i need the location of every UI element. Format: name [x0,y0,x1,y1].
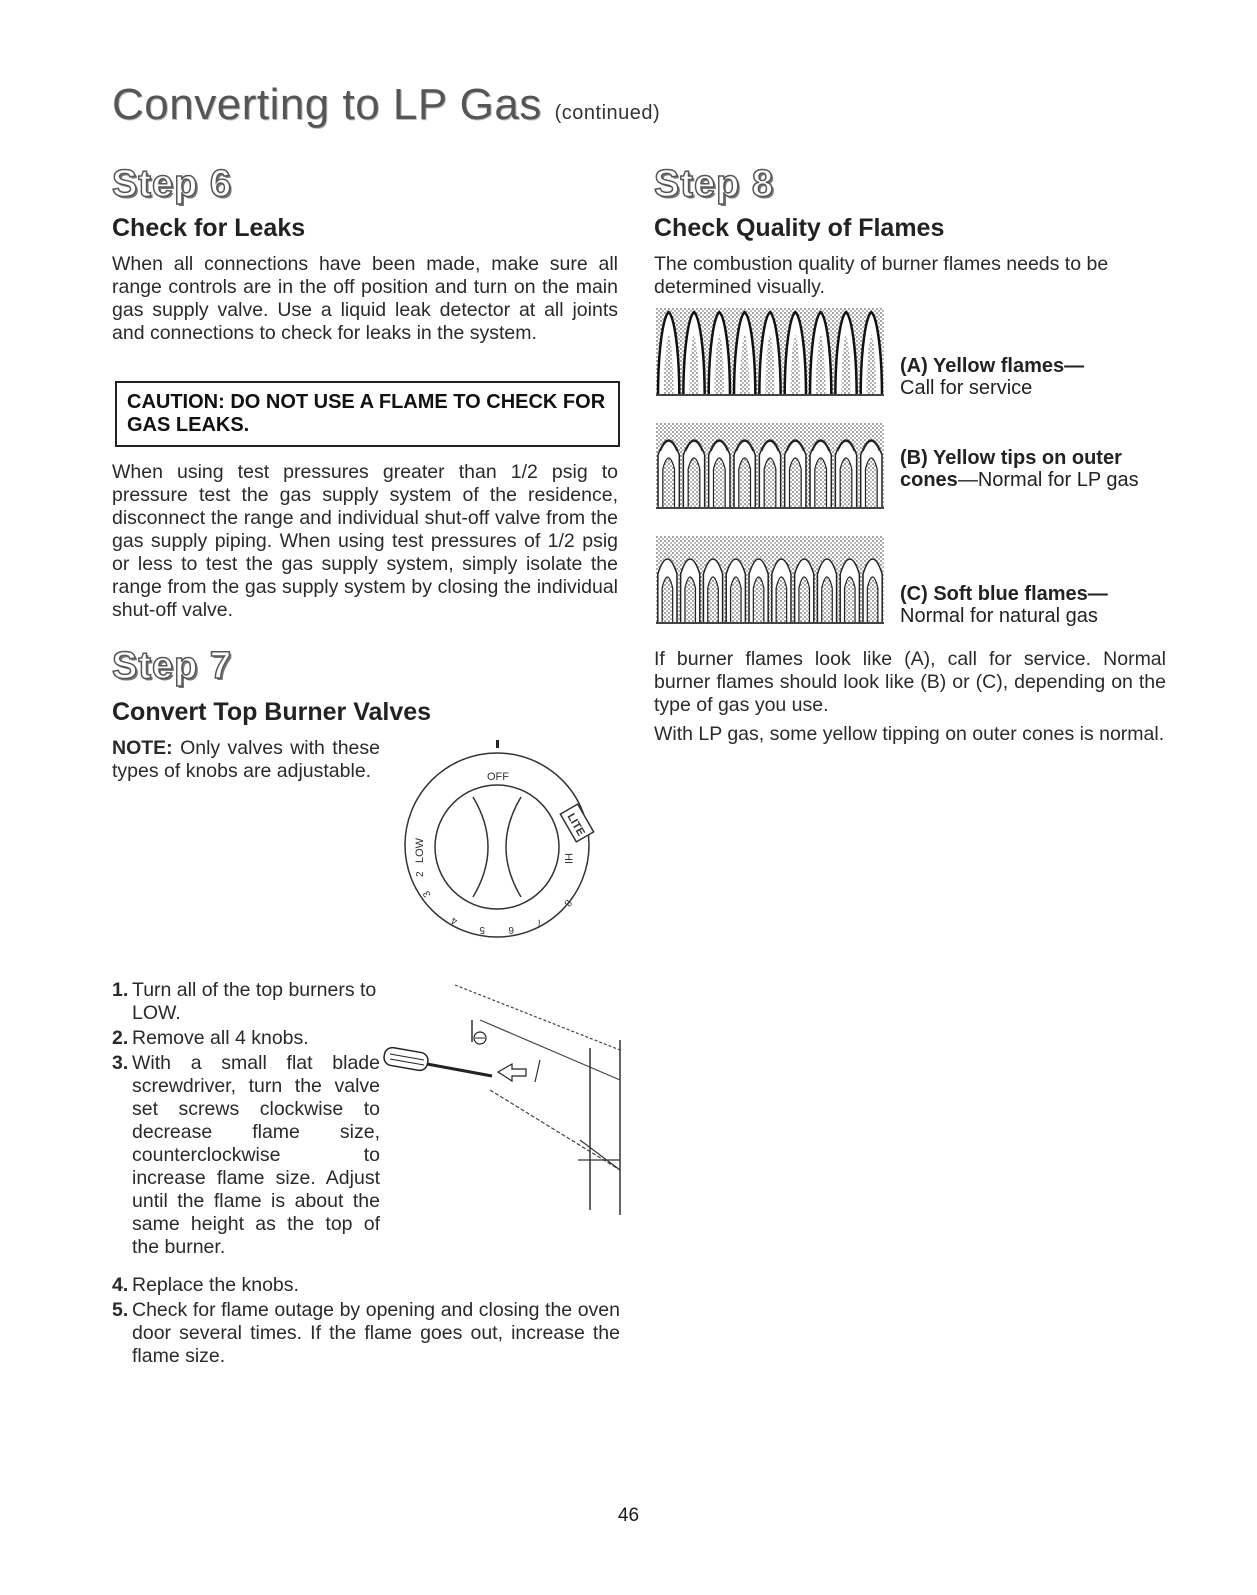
step8-para1: If burner flames look like (A), call for service. Normal burner flames should look like (B) or (C), depending on the type of gas you use. [654,648,1166,716]
step8-label: Step 8 [654,163,775,205]
step7-label: Step 7 [112,645,233,687]
knob-indicator-mark [496,740,499,748]
flame-a-title: (A) Yellow flames— [900,355,1085,377]
page-title [112,80,660,130]
flame-a-label [900,355,1160,399]
step-text: Turn all of the top burners to LOW. [132,979,377,1024]
step8-heading: Check Quality of Flames [654,214,945,242]
list-item [112,1027,380,1050]
yellow-flames-icon [656,308,884,396]
flame-b-label [900,447,1160,491]
step-number: 4. [112,1274,129,1296]
blue-flames-icon [656,536,884,624]
flame-b-title: (B) Yellow tips on outer cones [900,447,1122,491]
step7-steps-lower [112,1274,620,1370]
knob-low-label: LOW [414,837,426,863]
knob-num-4: 4 [450,914,460,927]
step-number: 1. [112,979,129,1001]
knob-num-2: 2 [415,871,426,877]
caution-box: CAUTION: DO NOT USE A FLAME TO CHECK FOR GAS LEAKS. [115,381,620,447]
step-text: Remove all 4 knobs. [132,1027,309,1049]
step6-heading: Check for Leaks [112,214,306,242]
flame-a-desc: Call for service [900,377,1033,399]
page-title-sub: (continued) [554,102,661,124]
list-item [112,979,380,1025]
note-label: NOTE: [112,737,173,759]
step-number: 5. [112,1299,129,1321]
step6-intro: When all connections have been made, make sure all range controls are in the off position and turn on the main gas supply valve. Use a liquid leak detector at all joints and connections to check for leaks in the system. [112,253,618,344]
flame-c-label [900,583,1160,627]
step8-para2: With LP gas, some yellow tipping on outer cones is normal. [654,723,1165,745]
list-item [112,1299,620,1368]
page-number: 46 [617,1505,640,1526]
step8-intro: The combustion quality of burner flames needs to be determined visually. [654,253,1109,298]
yellow-tip-flames-icon [656,423,884,509]
page-title-text: Converting to LP Gas [112,80,542,129]
step-text: With a small flat blade screwdriver, turn the valve set screws clockwise to decrease flame size, counterclockwise to increase flame size. Adjust until the flame is about the same height as the top of the burner. [132,1052,380,1258]
flame-c-desc: Normal for natural gas [900,605,1098,627]
knob-lite-label: LITE [564,811,587,839]
knob-body-icon [435,785,559,909]
screwdriver-illustration [380,980,625,1220]
step-text: Replace the knobs. [132,1274,299,1296]
step7-steps-upper [112,979,380,1261]
list-item [112,1052,380,1259]
step6-label: Step 6 [112,163,233,205]
knob-num-5: 5 [479,924,485,935]
list-item [112,1274,620,1297]
step-number: 3. [112,1052,129,1074]
note-text: Only valves with these types of knobs are adjustable. [112,737,380,782]
step7-note [112,737,380,783]
screwdriver-icon [383,1046,492,1076]
step-number: 2. [112,1027,129,1049]
flame-c-title: (C) Soft blue flames— [900,583,1108,605]
knob-num-3: 3 [421,888,434,899]
knob-num-6: 6 [508,924,514,935]
flame-b-image [656,423,884,509]
step-text: Check for flame outage by opening and closing the oven door several times. If the flame goes out, increase the flame size. [132,1299,620,1367]
knob-off-label: OFF [487,771,509,783]
flame-a-image [656,308,884,396]
flame-c-image [656,536,884,624]
knob-num-7: 7 [534,916,544,929]
step6-body: When using test pressures greater than 1/2 psig to pressure test the gas supply system of the residence, disconnect the range and individual shut-off valve from the gas supply piping. When using test pressures of 1/2 psig or less to test the gas supply system, simply isolate the range from the gas supply system by closing the individual shut-off valve. [112,461,618,621]
knob-num-8: 8 [561,897,574,909]
knob-hi-label: HI [562,853,574,864]
step7-heading: Convert Top Burner Valves [112,698,432,726]
flame-b-desc: —Normal for LP gas [957,469,1139,491]
burner-knob-illustration [395,735,605,945]
